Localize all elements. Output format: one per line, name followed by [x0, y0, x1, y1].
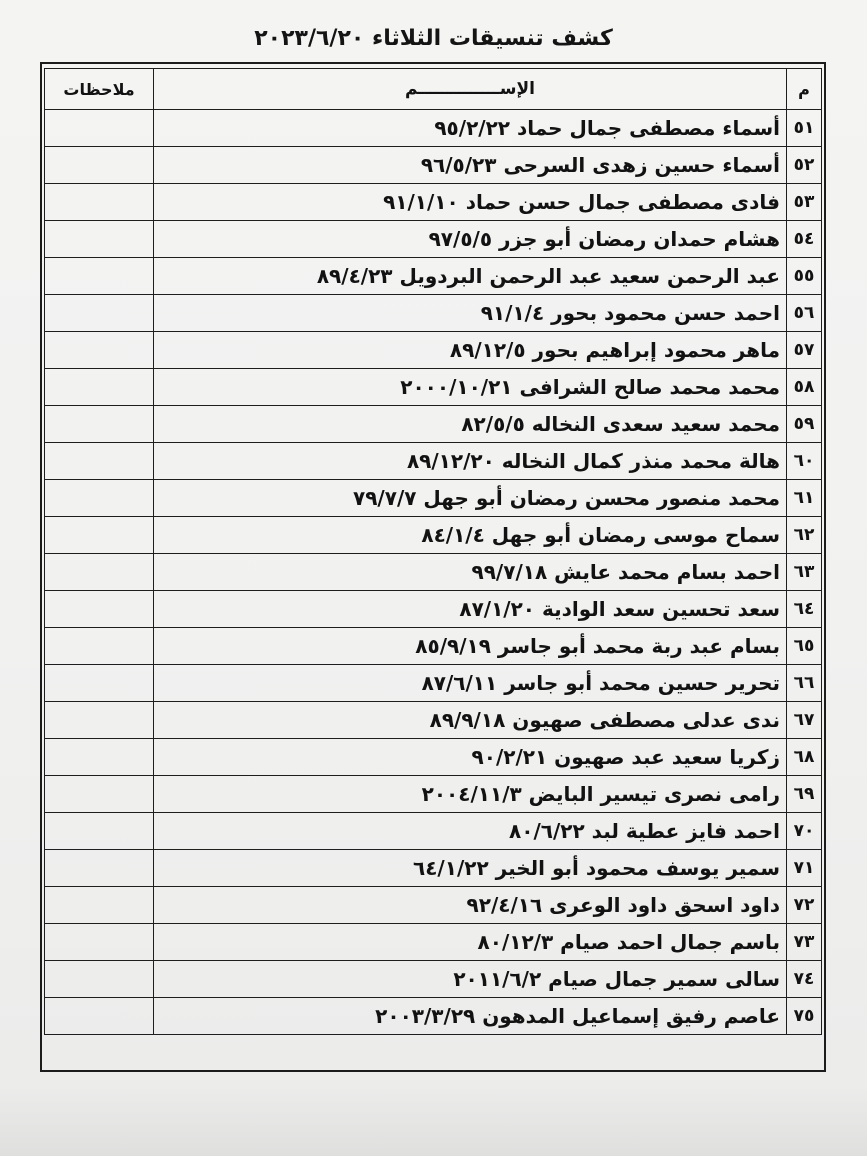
row-number: ٦٩ [787, 776, 822, 813]
table-row [45, 628, 822, 665]
table-row [45, 406, 822, 443]
row-number: ٥٩ [787, 406, 822, 443]
row-name: عبد الرحمن سعيد عبد الرحمن البردويل ٨٩/٤/٢٣ [154, 258, 787, 295]
table-row [45, 258, 822, 295]
row-number: ٦٧ [787, 702, 822, 739]
table-row [45, 147, 822, 184]
row-notes [45, 554, 154, 591]
row-name: احمد فايز عطية لبد ٨٠/٦/٢٢ [154, 813, 787, 850]
row-notes [45, 517, 154, 554]
row-number: ٥٥ [787, 258, 822, 295]
row-number: ٦٥ [787, 628, 822, 665]
page-title: كشف تنسيقات الثلاثاء ٢٠٢٣/٦/٢٠ [254, 26, 613, 51]
header-number: م [787, 69, 822, 110]
row-name: محمد منصور محسن رمضان أبو جهل ٧٩/٧/٧ [154, 480, 787, 517]
table-row [45, 184, 822, 221]
row-number: ٥٨ [787, 369, 822, 406]
table-row [45, 998, 822, 1035]
row-name: أسماء مصطفى جمال حماد ٩٥/٢/٢٢ [154, 110, 787, 147]
row-number: ٦٨ [787, 739, 822, 776]
table-row [45, 924, 822, 961]
row-notes [45, 813, 154, 850]
row-name: زكريا سعيد عبد صهيون ٩٠/٢/٢١ [154, 739, 787, 776]
table-row [45, 776, 822, 813]
row-name: احمد حسن محمود بحور ٩١/١/٤ [154, 295, 787, 332]
table-row [45, 850, 822, 887]
row-notes [45, 776, 154, 813]
row-notes [45, 591, 154, 628]
row-notes [45, 480, 154, 517]
table-row [45, 332, 822, 369]
row-number: ٧٣ [787, 924, 822, 961]
table-body [45, 110, 822, 1035]
row-name: ماهر محمود إبراهيم بحور ٨٩/١٢/٥ [154, 332, 787, 369]
row-number: ٥١ [787, 110, 822, 147]
row-notes [45, 628, 154, 665]
row-name: سماح موسى رمضان أبو جهل ٨٤/١/٤ [154, 517, 787, 554]
row-name: احمد بسام محمد عايش ٩٩/٧/١٨ [154, 554, 787, 591]
row-name: باسم جمال احمد صيام ٨٠/١٢/٣ [154, 924, 787, 961]
row-number: ٦١ [787, 480, 822, 517]
row-name: عاصم رفيق إسماعيل المدهون ٢٠٠٣/٣/٢٩ [154, 998, 787, 1035]
row-name: تحرير حسين محمد أبو جاسر ٨٧/٦/١١ [154, 665, 787, 702]
table-row [45, 813, 822, 850]
row-number: ٥٦ [787, 295, 822, 332]
row-name: سعد تحسين سعد الوادية ٨٧/١/٢٠ [154, 591, 787, 628]
table-row [45, 887, 822, 924]
table-row [45, 591, 822, 628]
table-row [45, 369, 822, 406]
row-name: رامى نصرى تيسير البايض ٢٠٠٤/١١/٣ [154, 776, 787, 813]
row-notes [45, 665, 154, 702]
table-row [45, 221, 822, 258]
row-number: ٧١ [787, 850, 822, 887]
row-name: داود اسحق داود الوعرى ٩٢/٤/١٦ [154, 887, 787, 924]
row-notes [45, 258, 154, 295]
table-row [45, 480, 822, 517]
row-notes [45, 110, 154, 147]
row-name: بسام عبد ربة محمد أبو جاسر ٨٥/٩/١٩ [154, 628, 787, 665]
row-notes [45, 850, 154, 887]
row-notes [45, 443, 154, 480]
row-number: ٧٢ [787, 887, 822, 924]
row-name: هشام حمدان رمضان أبو جزر ٩٧/٥/٥ [154, 221, 787, 258]
row-notes [45, 887, 154, 924]
row-notes [45, 924, 154, 961]
row-number: ٦٢ [787, 517, 822, 554]
row-name: فادى مصطفى جمال حسن حماد ٩١/١/١٠ [154, 184, 787, 221]
row-name: ندى عدلى مصطفى صهيون ٨٩/٩/١٨ [154, 702, 787, 739]
row-number: ٧٠ [787, 813, 822, 850]
table-row [45, 443, 822, 480]
header-name: الإســــــــــــــم [154, 69, 787, 110]
row-number: ٥٤ [787, 221, 822, 258]
table-header-row [45, 69, 822, 110]
table-row [45, 295, 822, 332]
row-number: ٦٠ [787, 443, 822, 480]
table-row [45, 554, 822, 591]
row-number: ٧٤ [787, 961, 822, 998]
row-name: أسماء حسين زهدى السرحى ٩٦/٥/٢٣ [154, 147, 787, 184]
row-name: هالة محمد منذر كمال النخاله ٨٩/١٢/٢٠ [154, 443, 787, 480]
row-notes [45, 998, 154, 1035]
row-notes [45, 295, 154, 332]
row-number: ٧٥ [787, 998, 822, 1035]
row-notes [45, 147, 154, 184]
paper-shadow [0, 1086, 867, 1156]
row-name: محمد محمد صالح الشرافى ٢٠٠٠/١٠/٢١ [154, 369, 787, 406]
row-name: سالى سمير جمال صيام ٢٠١١/٦/٢ [154, 961, 787, 998]
row-name: سمير يوسف محمود أبو الخير ٦٤/١/٢٢ [154, 850, 787, 887]
row-number: ٦٣ [787, 554, 822, 591]
row-notes [45, 739, 154, 776]
row-number: ٦٤ [787, 591, 822, 628]
row-notes [45, 184, 154, 221]
names-table [44, 68, 822, 1035]
table-row [45, 702, 822, 739]
row-notes [45, 369, 154, 406]
row-number: ٦٦ [787, 665, 822, 702]
row-number: ٥٣ [787, 184, 822, 221]
row-number: ٥٧ [787, 332, 822, 369]
row-number: ٥٢ [787, 147, 822, 184]
row-notes [45, 406, 154, 443]
table-row [45, 961, 822, 998]
row-notes [45, 702, 154, 739]
table-row [45, 110, 822, 147]
table-row [45, 739, 822, 776]
row-notes [45, 961, 154, 998]
table-row [45, 665, 822, 702]
table-row [45, 517, 822, 554]
row-name: محمد سعيد سعدى النخاله ٨٢/٥/٥ [154, 406, 787, 443]
row-notes [45, 332, 154, 369]
row-notes [45, 221, 154, 258]
header-notes: ملاحظات [45, 69, 154, 110]
